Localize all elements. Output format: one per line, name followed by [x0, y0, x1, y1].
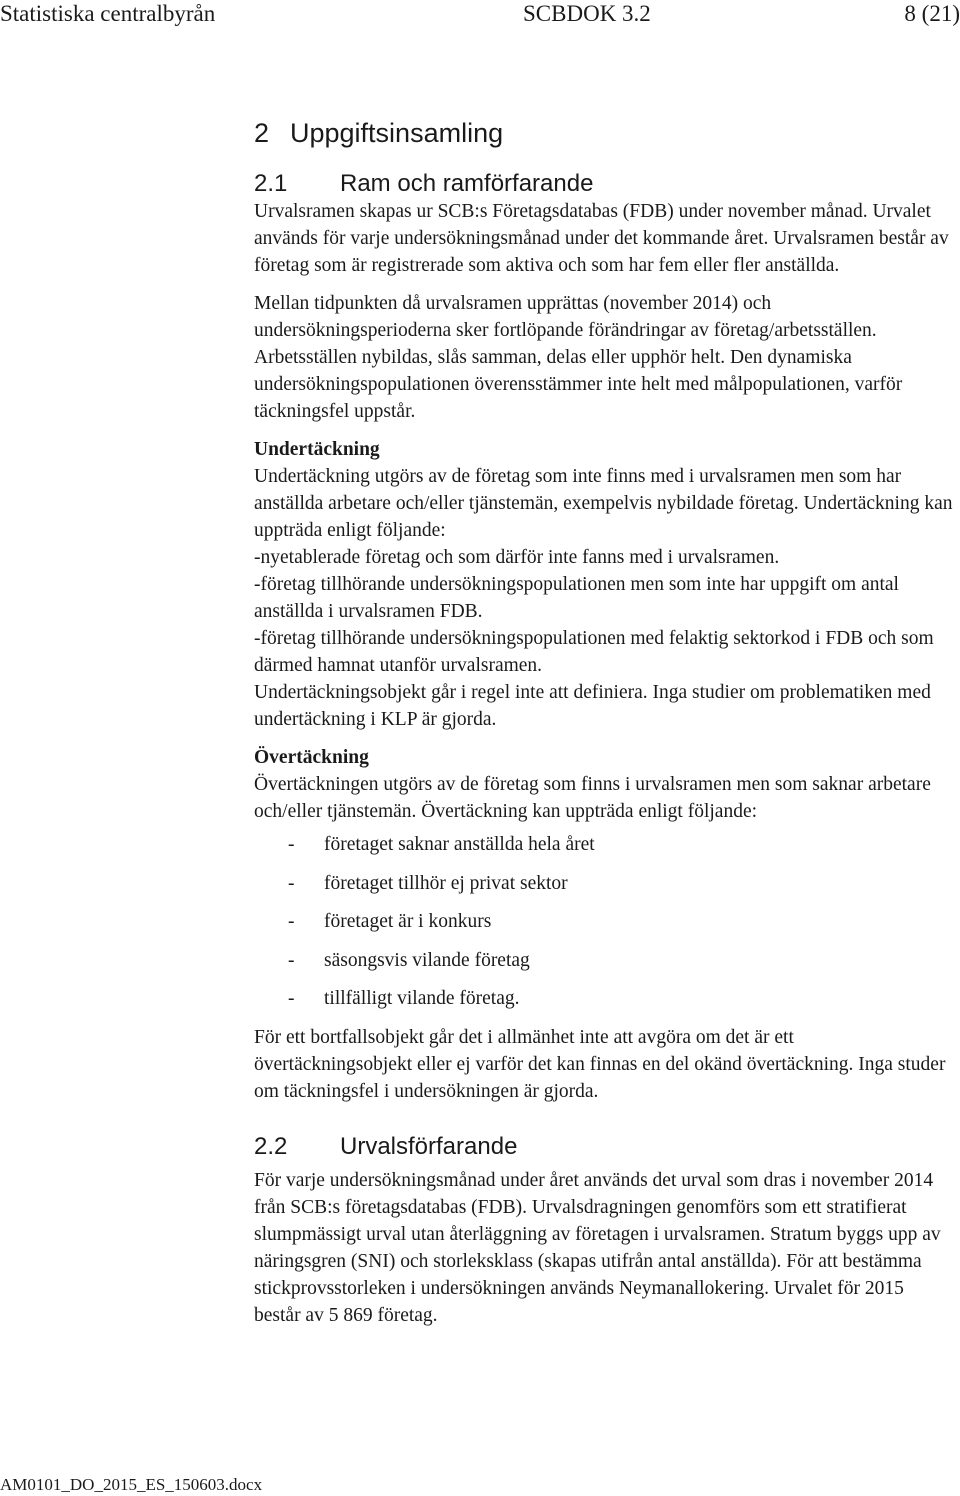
- subsection-title: Urvalsförfarande: [340, 1132, 518, 1160]
- paragraph: Mellan tidpunkten då urvalsramen upprättas (november 2014) och undersökningsperioderna sker fortlöpande förändringar av företag/arbetsställen. Arbetsställen nybildas, slås samman, delas eller upphör helt. Den dynamiska undersökningspopulationen överensstämmer inte helt med målpopulationen, varför täckningsfel uppstår.: [254, 293, 903, 422]
- paragraph: För varje undersökningsmånad under året används det urval som dras i november 2014 från SCB:s företagsdatabas (FDB). Urvalsdragningen genomförs som ett stratifierat slumpmässigt urval utan återläggning av företagen i urvalsramen. Stratum byggs upp av näringsgren (SNI) och storleksklass (skapas utifrån antal anställda). För att bestämma stickprovsstorleken i undersökningen används Neymanallokering. Urvalet för 2015 består av 5 869 företag.: [254, 1169, 941, 1326]
- undertackning-heading: Undertäckning: [254, 439, 380, 460]
- list-item: - företaget tillhör ej privat sektor: [288, 872, 568, 894]
- paragraph: -nyetablerade företag och som därför inte fanns med i urvalsramen.: [254, 547, 780, 568]
- section-number: 2: [254, 118, 270, 148]
- paragraph: Övertäckningen utgörs av de företag som finns i urvalsramen men som saknar arbetare och/eller tjänstemän. Övertäckning kan uppträda enligt följande:: [254, 774, 931, 822]
- subsection-heading-2-2: [254, 1133, 954, 1161]
- paragraph: Undertäckningsobjekt går i regel inte att definiera. Inga studier om problematiken med undertäckning i KLP är gjorda.: [254, 682, 931, 730]
- section-title: Uppgiftsinsamling: [290, 118, 504, 148]
- list-item: - företaget är i konkurs: [288, 911, 492, 932]
- subsection-heading-2-1: [254, 170, 954, 198]
- list-item: - tillfälligt vilande företag.: [288, 988, 520, 1009]
- overtackning-list: [254, 831, 954, 1024]
- list-item: - säsongsvis vilande företag: [288, 949, 530, 971]
- paragraph: -företag tillhörande undersökningspopulationen men som inte har uppgift om antal anställda i urvalsramen FDB.: [254, 574, 899, 622]
- paragraph: Urvalsramen skapas ur SCB:s Företagsdatabas (FDB) under november månad. Urvalet används för varje undersökningsmånad under det kommande året. Urvalsramen består av företag som är registrerade som aktiva och som har fem eller fler anställda.: [254, 201, 949, 276]
- document-body: [254, 116, 954, 1329]
- subsection-number: 2.2: [254, 1132, 288, 1160]
- page-header: [0, 0, 960, 28]
- list-item: - företaget saknar anställda hela året: [288, 834, 595, 855]
- paragraph: -företag tillhörande undersökningspopulationen med felaktig sektorkod i FDB och som därmed hamnat utanför urvalsramen.: [254, 628, 934, 676]
- subsection-title: Ram och ramförfarande: [340, 170, 594, 197]
- overtackning-heading: Övertäckning: [254, 747, 369, 768]
- organization-name: Statistiska centralbyrån: [0, 1, 216, 26]
- section-heading: [254, 116, 954, 150]
- subsection-number: 2.1: [254, 170, 288, 197]
- paragraph: För ett bortfallsobjekt går det i allmänhet inte att avgöra om det är ett övertäckningsobjekt eller ej varför det kan finnas en del okänd övertäckning. Inga studer om täckningsfel i undersökningen är gjorda.: [254, 1026, 946, 1102]
- paragraph: Undertäckning utgörs av de företag som inte finns med i urvalsramen men som har anställda arbetare och/eller tjänstemän, exempelvis nybildade företag. Undertäckning kan uppträda enligt följande:: [254, 466, 953, 541]
- document-id: SCBDOK 3.2: [523, 1, 651, 26]
- page-number: 8 (21): [904, 1, 960, 26]
- footer-filename: AM0101_DO_2015_ES_150603.docx: [0, 1475, 263, 1494]
